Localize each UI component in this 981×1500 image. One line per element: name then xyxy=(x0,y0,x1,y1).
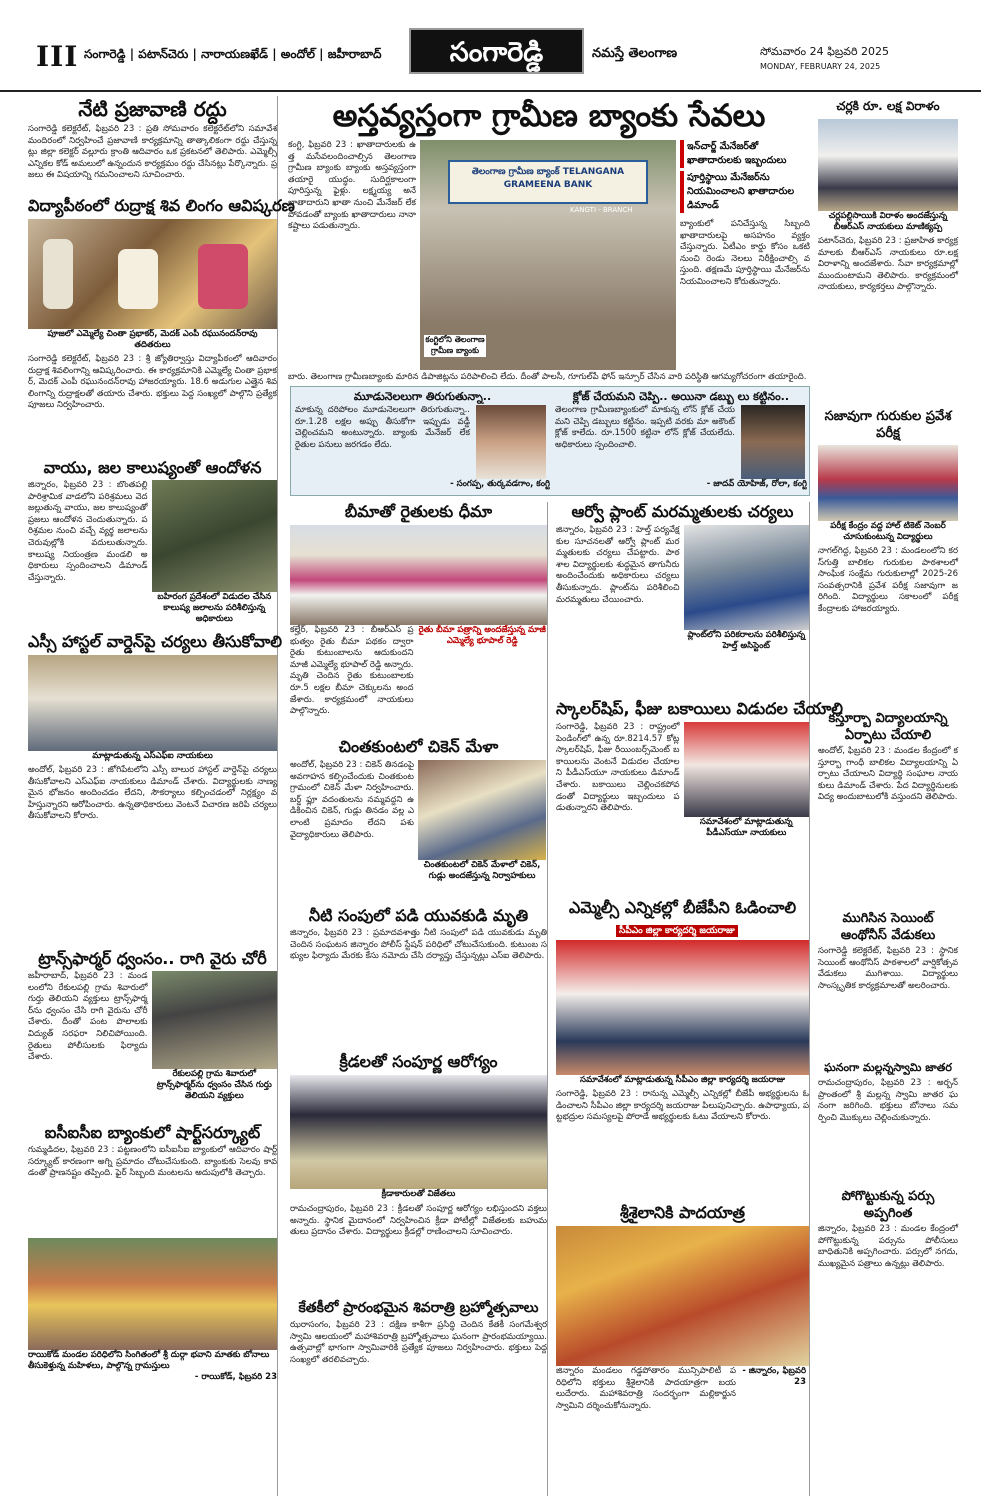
photo-caption: చర్లపల్లిసాయికి విరాళం అందజేస్తున్న బీఆర్ఎస్ నాయకులు మాణిక్యప్ప xyxy=(828,211,948,232)
column-right xyxy=(818,96,958,1496)
photo-caption: మాట్లాడుతున్న ఎస్ఎఫ్ఐ నాయకులు xyxy=(92,751,213,761)
article-body: నాగల్‌గిద్ద, ఫిబ్రవరి 23 : మండలంలోని కరస్‌గుత్తి బాలికల గురుకుల పాఠశాలలో సాంఘిక సంక్షేమ గురుకులాల్లో 2025-26 సంవత్సరానికి ప్రవేశ పరీక్ష సజావుగా జరిగింది. విద్యార్థులు సకాలంలో పరీక్ష కేంద్రాలకు హాజరయ్యారు. xyxy=(818,546,958,614)
photo xyxy=(818,119,958,211)
headline: శ్రీశైలానికి పాదయాత్ర xyxy=(620,1203,745,1222)
headline: బీమాతో రైతులకు ధీమా xyxy=(344,502,493,521)
headline: క్రీడలతో సంపూర్ణ ఆరోగ్యం xyxy=(339,1052,498,1071)
headline: విద్యాపీఠంలో రుద్రాక్ష శివ లింగం ఆవిష్కరణ xyxy=(28,196,295,215)
headline: ఆర్వో ప్లాంట్ మరమ్మతులకు చర్యలు xyxy=(571,502,794,521)
article-body: జిన్నారం మండలం గడ్డపోతారం మున్సిపాలిటీ పరిధిలోని భక్తులు శ్రీశైలానికి పాదయాత్రగా బయలుదేరారు. మహాశివరాత్రి సందర్భంగా మల్లికార్జున స్వామిని దర్శించుకోనున్నారు. xyxy=(556,1366,736,1411)
article-body: సంగారెడ్డి, ఫిబ్రవరి 23 : రానున్న ఎమ్మెల్సీ ఎన్నికల్లో బీజేపీ అభ్యర్థులను ఓడించాలని సీపీఎం జిల్లా కార్యదర్శి జయరాజు పిలుపునిచ్చారు. ఉపాధ్యాయ, పట్టభద్రుల సమస్యలపై పోరాడే అభ్యర్థులకు ఓటు వేయాలని కోరారు. xyxy=(556,1089,809,1123)
article-body: అందోల్, ఫిబ్రవరి 23 : చికెన్ తినడంపై అవగాహన కల్పించేందుకు చింతకుంట గ్రామంలో చికెన్ మేళా నిర్వహించారు. బర్డ్ ఫ్లూ వదంతులను నమ్మవద్దని ఉడికించిన చికెన్, గుడ్లు తినడం వల్ల ఎలాంటి ప్రమాదం లేదని పశు వైద్యాధికారులు తెలిపారు. xyxy=(290,760,414,840)
article-body: రామచంద్రాపురం, ఫిబ్రవరి 23 : క్రీడలతో సంపూర్ణ ఆరోగ్యం లభిస్తుందని వక్తలు అన్నారు. స్థానిక మైదానంలో నిర్వహించిన క్రీడా పోటీల్లో విజేతలకు బహుమతులు ప్రదానం చేశారు. విద్యార్థులు క్రీడల్లో రాణించాలని సూచించారు. xyxy=(290,1204,547,1238)
photo-caption: సమావేశంలో మాట్లాడుతున్న పీడీఎస్‌యూ నాయకులు xyxy=(699,817,793,838)
article-body: జిన్నారం, ఫిబ్రవరి 23 : హెల్త్ పర్యవేక్షకుల సూచనలతో ఆర్వో ప్లాంట్ మరమ్మతులకు చర్యలు చేపట్టారు. పాఠశాల విద్యార్థులకు శుద్ధమైన తాగునీరు అందించేందుకు అధికారులు చర్యలు తీసుకున్నారు. ప్లాంట్‌ను పరిశీలించి మరమ్మతులు చేయించారు. xyxy=(556,525,680,605)
dateline: - జిన్నారం, ఫిబ్రవరి 23 xyxy=(742,1366,806,1387)
photo-caption: క్రీడాకారులతో విజేతలు xyxy=(381,1189,456,1199)
photo-caption: కంగ్టిలోని తెలంగాణ గ్రామీణ బ్యాంకు xyxy=(425,335,485,355)
headline: ఎమ్మెల్సీ ఎన్నికల్లో బీజేపీని ఓడించాలి xyxy=(568,898,797,917)
article-body: సంగారెడ్డి కలెక్టరేట్, ఫిబ్రవరి 23 : ప్రతి సోమవారం కలెక్టరేట్‌లోని సమావేశ మందిరంలో నిర్వహించే ప్రజావాణి కార్యక్రమాన్ని తాత్కాలికంగా రద్దు చేస్తున్నట్లు జిల్లా కలెక్టర్ వల్లూరు క్రాంతి ఆదివారం ఒక ప్రకటనలో తెలిపారు. ఎమ్మెల్సీ ఎన్నికల కోడ్ అమలులో ఉన్నందున కార్యక్రమం రద్దు చేసినట్లు పేర్కొన్నారు. ప్రజలు ఈ విషయాన్ని గమనించాలని సూచించారు. xyxy=(28,124,277,181)
photo-caption: రైతు బీమా పత్రాన్ని అందజేస్తున్న మాజీ ఎమ్మెల్యే భూపాల్ రెడ్డి xyxy=(418,625,546,646)
headline: ఘనంగా మల్లన్నస్వామి జాతర xyxy=(824,1061,952,1074)
article-body: అందోల్, ఫిబ్రవరి 23 : జోగిపేటలోని ఎస్సీ బాలుర హాస్టల్ వార్డెన్‌పై చర్యలు తీసుకోవాలని ఎస్ఎఫ్ఐ నాయకులు డిమాండ్ చేశారు. విద్యార్థులకు నాణ్యమైన భోజనం అందించడం లేదని, సౌకర్యాలు కల్పించడంలో నిర్లక్ష్యం వహిస్తున్నారని ఆరోపించారు. ఉన్నతాధికారులు వెంటనే విచారణ జరిపి చర్యలు తీసుకోవాలని కోరారు. xyxy=(28,765,277,822)
photo-caption: చింతకుంటలో చికెన్ మేళాలో చికెన్, గుడ్లు అందజేస్తున్న నిర్వాహకులు xyxy=(423,860,541,881)
photo xyxy=(28,219,277,329)
dateline: - రాయికోడ్, ఫిబ్రవరి 23 xyxy=(194,1372,277,1382)
portrait-photo xyxy=(741,405,805,479)
photo-caption: సమావేశంలో మాట్లాడుతున్న సీపీఎం జిల్లా కార్యదర్శి జయరాజు xyxy=(580,1075,785,1085)
article-body: గుమ్మడిదల, ఫిబ్రవరి 23 : పట్టణంలోని ఐసీఐసీఐ బ్యాంకులో ఆదివారం షార్ట్ సర్క్యూట్ కారణంగా అగ్ని ప్రమాదం చోటుచేసుకుంది. బ్యాంకుకు సెలవు కావడంతో ప్రాణనష్టం తప్పింది. ఫైర్ సిబ్బంది మంటలను అదుపులోకి తెచ్చారు. xyxy=(28,1145,277,1179)
headline: కస్తూర్బా విద్యాలయాన్ని ఏర్పాటు చేయాలి xyxy=(828,711,948,743)
photo-caption: రాయికోడ్ మండల పరిధిలోని సింగితంలో శ్రీ దుర్గా భవాని మాతకు బోనాలు తీసుకెళ్తున్న మహిళలు, పాల్గొన్న గ్రామస్తులు xyxy=(28,1350,270,1371)
bullet: పూర్తిస్థాయి మేనేజర్‌ను నియమించాలని ఖాతాదారుల డిమాండ్ xyxy=(680,171,810,213)
article-body: కల్హేర్, ఫిబ్రవరి 23 : బీఆర్ఎస్ ప్రభుత్వం రైతు బీమా పథకం ద్వారా రైతు కుటుంబాలను ఆదుకుందని మాజీ ఎమ్మెల్యే భూపాల్ రెడ్డి అన్నారు. మృతి చెందిన రైతు కుటుంబాలకు రూ.5 లక్షల బీమా చెక్కులను అందజేశారు. కార్యక్రమంలో నాయకులు పాల్గొన్నారు. xyxy=(290,625,414,717)
column-left xyxy=(28,96,295,1496)
sub-headline: సీపీఎం జిల్లా కార్యదర్శి జయరాజు xyxy=(616,925,738,937)
photo xyxy=(28,655,277,751)
photo-caption: రేకులపల్లి గ్రామ శివారులో ట్రాన్స్‌ఫార్మర్‌ను ధ్వంసం చేసిన గుర్తు తెలియని వ్యక్తులు xyxy=(156,1069,272,1101)
headline: ఎస్సీ హాస్టల్ వార్డెన్‌పై చర్యలు తీసుకోవాలి xyxy=(28,632,283,651)
photo xyxy=(28,1238,277,1350)
byline: - సంగప్ప, తుర్కవడగాం, కంగ్టి xyxy=(450,479,550,489)
article-body: కంగ్టి, ఫిబ్రవరి 23 : ఖాతాదారులకు ఉత్త మసేవలందించాల్సిన తెలంగాణ గ్రామీణ బ్యాంకు బ్యాంకు అస్తవ్యస్తంగా తయారై యుద్ధం. సుదిర్ఘకాలంగా పూరిస్తున్న ఫైళ్లు. లక్ష్మయ్య అనే ఖాతాదారుని ఖాతా నుంచి మేనేజర్ లేక పోవడంతో బ్యాంకు ఖాతాదారులు నానా కష్టాలు పడుతున్నారు. xyxy=(288,140,416,232)
photo xyxy=(556,1226,809,1366)
photo xyxy=(684,722,810,817)
photo-caption: ప్లాంట్‌లోని పరికరాలను పరిశీలిస్తున్న హెల్త్ అసిస్టెంట్ xyxy=(687,630,806,651)
article-body: మాకున్న దరిపోలం మూడునెలలుగా తిరుగుతున్నా.. రూ.1.28 లక్షల అప్పు తీసుకోగా ఇప్పుడు వడ్డీ చెల్లించమని అంటున్నారు. బ్యాంకు మేనేజర్ లేక రైతుల పనులు జరగడం లేదు. xyxy=(295,405,470,450)
article-body: అందోల్, ఫిబ్రవరి 23 : మండల కేంద్రంలో కస్తూర్బా గాంధీ బాలికల విద్యాలయాన్ని ఏర్పాటు చేయాలని విద్యార్థి సంఘాల నాయకులు డిమాండ్ చేశారు. పేద విద్యార్థినులకు విద్య అందుబాటులోకి వస్తుందని తెలిపారు. xyxy=(818,746,958,803)
portrait-photo xyxy=(476,405,546,479)
headline: సజావుగా గురుకుల ప్రవేశ పరీక్ష xyxy=(824,409,952,441)
photo xyxy=(290,525,547,625)
page-header xyxy=(0,0,981,92)
lead-headline: అస్తవ్యస్తంగా గ్రామీణ బ్యాంకు సేవలు xyxy=(332,98,766,134)
photo xyxy=(152,480,277,592)
article-body: జిన్నారం, ఫిబ్రవరి 23 : బొంతపల్లి పారిశ్రామిక వాడలోని పరిశ్రమలు వెదజల్లుతున్న వాయు, జల కాలుష్యంతో ప్రజలు ఆందోళన చెందుతున్నారు. పరిశ్రమల నుంచి వచ్చే వ్యర్థ జలాలను చెరువుల్లోకి వదులుతున్నారు. కాలుష్య నియంత్రణ మండలి అధికారులు స్పందించాలని డిమాండ్ చేస్తున్నారు. xyxy=(28,480,148,583)
page-number: III xyxy=(36,40,79,73)
headline: నేటి ప్రజావాణి రద్దు xyxy=(78,97,227,121)
date-telugu: సోమవారం 24 ఫిబ్రవరి 2025 xyxy=(760,45,890,58)
bank-photo xyxy=(420,140,676,370)
bank-signboard: తెలంగాణ గ్రామీణ బ్యాంక్ TELANGANA GRAMEENA BANK xyxy=(448,160,648,204)
photo xyxy=(556,940,809,1075)
article-body: జిన్నారం, ఫిబ్రవరి 23 : మండల కేంద్రంలో పోగొట్టుకున్న పర్సును పోలీసులు బాధితునికి అప్పగించారు. పర్సులో నగదు, ముఖ్యమైన పత్రాలు ఉన్నట్లు తెలిపారు. xyxy=(818,1224,958,1269)
photo xyxy=(152,971,277,1069)
article-body: సంగారెడ్డి కలెక్టరేట్, ఫిబ్రవరి 23 : స్థానిక సెయింట్ ఆంథోనీస్ పాఠశాలలో వార్షికోత్సవ వేడుకలు ముగిశాయి. విద్యార్థులు సాంస్కృతిక కార్యక్రమాలతో అలరించారు. xyxy=(818,946,958,991)
photo-caption: పూజలో ఎమ్మెల్యే చింతా ప్రభాకర్, మెదక్ ఎంపీ రఘునందన్‌రావు తదితరులు xyxy=(47,329,258,350)
photo xyxy=(684,525,810,630)
photo xyxy=(818,445,958,521)
headline: కేతకీలో ప్రారంభమైన శివరాత్రి బ్రహ్మోత్సవాలు xyxy=(298,1300,539,1316)
article-body: సంగారెడ్డి, ఫిబ్రవరి 23 : రాష్ట్రంలో పెండింగ్‌లో ఉన్న రూ.8214.57 కోట్ల స్కాలర్‌షిప్, ఫీజు రీయింబర్స్‌మెంట్ బకాయిలను వెంటనే విడుదల చేయాలని పీడీఎస్‌యూ నాయకులు డిమాండ్ చేశారు. బకాయిలు చెల్లించకపోవడంతో విద్యార్థులు ఇబ్బందులు పడుతున్నారని తెలిపారు. xyxy=(556,722,680,814)
column-center-right xyxy=(556,502,844,1496)
column-center-left xyxy=(290,502,548,1496)
bullet-list xyxy=(680,140,810,213)
headline: ట్రాన్స్‌ఫార్మర్ ధ్వంసం.. రాగి వైరు చోరీ xyxy=(38,949,267,968)
headline: నీటి సంపులో పడి యువకుడి మృతి xyxy=(308,906,529,925)
article-body: రామచంద్రాపురం, ఫిబ్రవరి 23 : అర్బన్ ప్రాంతంలో శ్రీ మల్లన్న స్వామి జాతర ఘనంగా జరిగింది. భక్తులు బోనాలు సమర్పించి మొక్కులు చెల్లించుకున్నారు. xyxy=(818,1078,958,1123)
article-body: జిన్నారం, ఫిబ్రవరి 23 : ప్రమాదవశాత్తు నీటి సంపులో పడి యువకుడు మృతి చెందిన సంఘటన జిన్నారం పోలీస్ స్టేషన్ పరిధిలో చోటుచేసుకుంది. కుటుంబ సభ్యుల ఫిర్యాదు మేరకు కేసు నమోదు చేసి దర్యాప్తు చేస్తున్నట్లు ఎస్ఐ తెలిపారు. xyxy=(290,928,547,962)
sidebar-box xyxy=(290,386,810,496)
paper-name: నమస్తే తెలంగాణ xyxy=(592,46,678,61)
box-headline: క్లోజ్ చేయమని చెప్పి.. అయినా డబ్బు లు కట్టినం.. xyxy=(572,390,790,403)
edition-list: సంగారెడ్డి | పటాన్‌చెరు | నారాయణఖేడ్ | అందోల్ | జహీరాబాద్ xyxy=(84,47,382,61)
photo-caption: పరీక్ష కేంద్రం వద్ద హాల్ టికెట్ నెంబర్ చూసుకుంటున్న విద్యార్థులు xyxy=(830,521,946,542)
headline: పోగొట్టుకున్న పర్సు అప్పగింత xyxy=(841,1189,935,1221)
article-body: జహీరాబాద్, ఫిబ్రవరి 23 : మండలంలోని రేకులపల్లి గ్రామ శివారులో గుర్తు తెలియని వ్యక్తులు ట్రాన్స్‌ఫార్మర్‌ను ధ్వంసం చేసి రాగి వైరును చోరీ చేశారు. దీంతో పంట పొలాలకు విద్యుత్ సరఫరా నిలిచిపోయింది. రైతులు పోలీసులకు ఫిర్యాదు చేశారు. xyxy=(28,971,148,1063)
date-english: MONDAY, FEBRUARY 24, 2025 xyxy=(760,62,881,71)
article-body: బ్యాంకులో పనిచేస్తున్న సిబ్బంది ఖాతాదారులపై అసహనం వ్యక్తం చేస్తున్నారు. ఏటీఎం కార్డు కోసం ఒకటి నుంచి రెండు నెలలు నిరీక్షించాల్సి వస్తుంది. తక్షణమే పూర్తిస్థాయి మేనేజర్‌ను నియమించాలని కోరుతున్నారు. xyxy=(680,219,810,287)
headline: స్కాలర్‌షిప్, ఫీజు బకాయిలు విడుదల చేయాలి xyxy=(556,699,844,718)
photo-caption: బహిరంగ ప్రదేశంలో విడుదల చేసిన కాలుష్య జలాలను పరిశీలిస్తున్న అధికారులు xyxy=(157,592,272,624)
headline: చింతకుంటలో చికెన్ మేళా xyxy=(338,737,499,756)
headline: చర్లకి రూ. లక్ష విరాళం xyxy=(836,99,940,113)
bullet: ఇన్‌చార్జ్ మేనేజర్‌తో ఖాతాదారులకు ఇబ్బందులు xyxy=(680,140,810,168)
headline: ఐసీఐసీఐ బ్యాంకులో షార్ట్‌సర్క్యూట్ xyxy=(44,1123,261,1142)
photo xyxy=(418,760,546,860)
article-body: సంగారెడ్డి కలెక్టరేట్, ఫిబ్రవరి 23 : శ్రీ జ్యోతిర్వాస్తు విద్యాపీఠంలో ఆదివారం రుద్రాక్ష శివలింగాన్ని ఆవిష్కరించారు. ఈ కార్యక్రమానికి ఎమ్మెల్యే చింతా ప్రభాకర్, మెదక్ ఎంపీ రఘునందన్‌రావు హాజరయ్యారు. 18.6 అడుగుల ఎత్తైన శివలింగాన్ని రుద్రాక్షలతో తయారు చేశారు. భక్తులు పెద్ద సంఖ్యలో పాల్గొని ప్రత్యేక పూజలు నిర్వహించారు. xyxy=(28,354,277,411)
article-body: ఝరాసంగం, ఫిబ్రవరి 23 : దక్షిణ కాశీగా ప్రసిద్ధి చెందిన కేతకీ సంగమేశ్వర స్వామి ఆలయంలో మహాశివరాత్రి బ్రహ్మోత్సవాలు ఘనంగా ప్రారంభమయ్యాయి. ఉత్సవాల్లో భాగంగా స్వామివారికి ప్రత్యేక పూజలు నిర్వహించారు. భక్తులు పెద్ద సంఖ్యలో తరలివచ్చారు. xyxy=(290,1320,547,1365)
headline: వాయు, జల కాలుష్యంతో ఆందోళన xyxy=(43,458,262,477)
article-body: తెలంగాణ గ్రామీణబ్యాంకులో మాకున్న లోన్ క్లోజ్ చేయమని చెప్పి డబ్బులు కట్టినం. ఇప్పటి వరకు మా అకౌంట్ క్లోజ్ కాలేదు. రూ.1500 కట్టినా లోన్ క్లోజ్ చేయలేదు. అధికారులు స్పందించాలి. xyxy=(555,405,735,450)
article-body: పటాన్‌చెరు, ఫిబ్రవరి 23 : ప్రజాహిత కార్యక్రమాలకు బీఆర్ఎస్ నాయకులు రూ.లక్ష విరాళాన్ని అందజేశారు. సేవా కార్యక్రమాల్లో ముందుంటామని తెలిపారు. కార్యక్రమంలో నాయకులు, కార్యకర్తలు పాల్గొన్నారు. xyxy=(818,236,958,293)
headline: ముగిసిన సెయింట్ ఆంథోనీస్ వేడుకలు xyxy=(840,911,936,943)
box-headline: మూడునెలలుగా తిరుగుతున్నా.. xyxy=(353,390,492,403)
branch-label: KANGTI - BRANCH xyxy=(570,206,633,214)
article-body: బారు. తెలంగాణ గ్రామీణబ్యాంకు మారిన డిపాజిట్లను పరిపాలించి లేదు. దీంతో పాలసీ, గూగుల్‌పే ఫోన్‌ ఇన్సూర్ చేసిన వారి పరిస్థితి ఆగమ్యగోచరంగా తయారైంది. xyxy=(288,372,807,382)
masthead: సంగారెడ్డి xyxy=(409,28,584,74)
photo xyxy=(290,1075,547,1189)
byline: - జాదవ్ యోహిజ్, రోలా, కంగ్టి xyxy=(706,479,807,489)
